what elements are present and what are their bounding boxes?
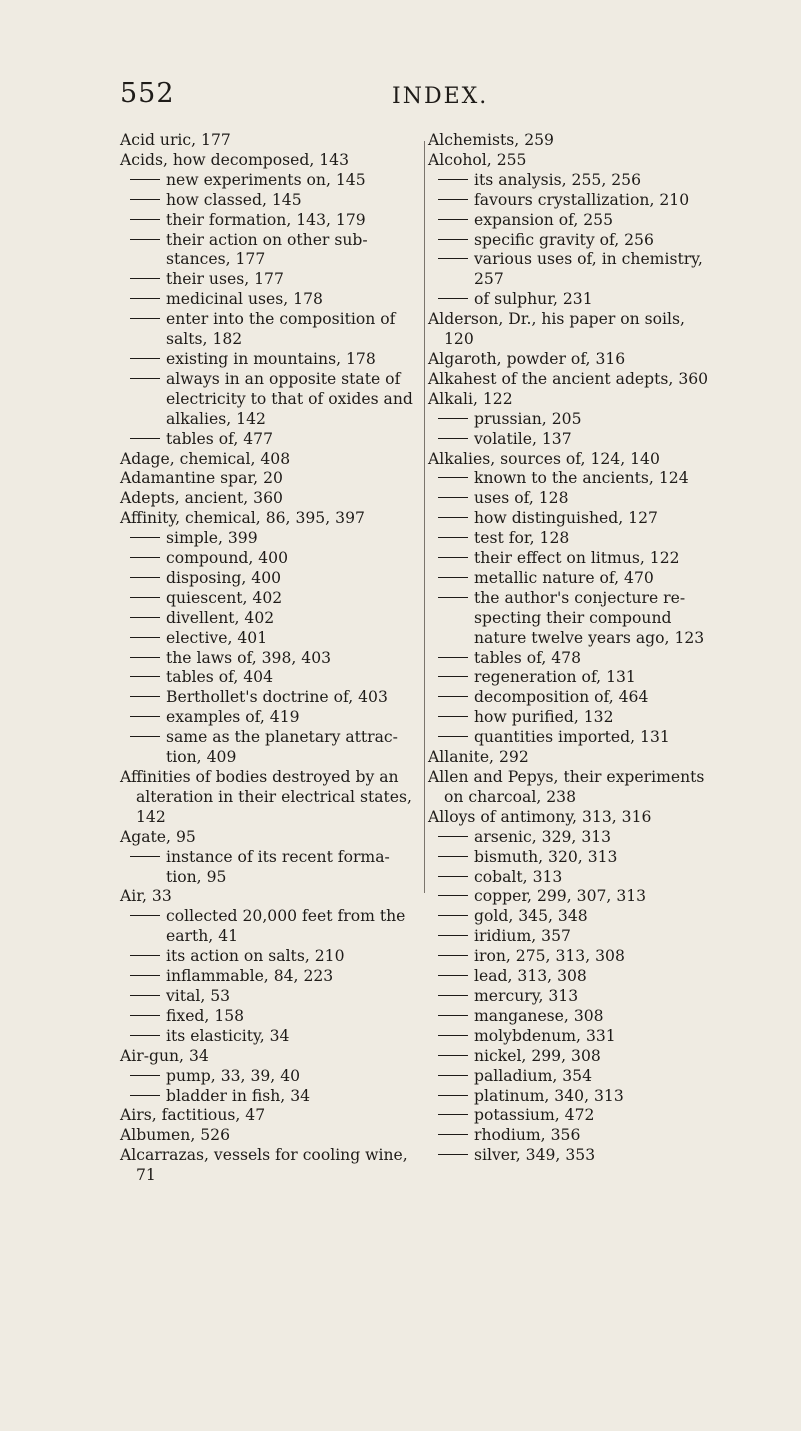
entry-text: their uses, 177: [166, 270, 284, 289]
index-subentry: [428, 728, 716, 748]
entry-text: Adamantine spar, 20: [120, 469, 283, 488]
entry-text: uses of, 128: [474, 489, 569, 508]
index-subentry: [428, 1146, 716, 1166]
index-entry: [428, 450, 716, 470]
ditto-dash: [130, 219, 160, 220]
index-subentry: [120, 907, 420, 947]
ditto-dash: [130, 318, 160, 319]
index-column-right: [428, 131, 716, 1166]
index-subentry: [120, 609, 420, 629]
entry-text: Alkalies, sources of, 124, 140: [428, 449, 660, 468]
ditto-dash: [130, 577, 160, 578]
entry-text: its action on salts, 210: [166, 947, 345, 966]
entry-text: the author's conjecture re- specting their compound nature twelve years ago, 123: [474, 588, 705, 647]
index-subentry: [428, 509, 716, 529]
ditto-dash: [438, 477, 468, 478]
index-subentry: [428, 1106, 716, 1126]
entry-text: Alcarrazas, vessels for cooling wine, 71: [120, 1146, 408, 1185]
index-subentry: [120, 688, 420, 708]
entry-text: instance of its recent forma- tion, 95: [166, 847, 390, 886]
index-subentry: [120, 171, 420, 191]
index-entry: [120, 509, 420, 529]
entry-text: enter into the composition of salts, 182: [166, 310, 396, 349]
ditto-dash: [438, 716, 468, 717]
ditto-dash: [438, 597, 468, 598]
entry-text: its elasticity, 34: [166, 1026, 290, 1045]
entry-text: tables of, 478: [474, 648, 582, 667]
entry-text: Alchemists, 259: [428, 131, 554, 149]
index-subentry: [428, 549, 716, 569]
ditto-dash: [130, 199, 160, 200]
entry-text: platinum, 340, 313: [474, 1086, 624, 1105]
index-entry: [428, 370, 716, 390]
ditto-dash: [130, 696, 160, 697]
entry-text: same as the planetary attrac- tion, 409: [166, 728, 398, 767]
ditto-dash: [438, 179, 468, 180]
ditto-dash: [438, 418, 468, 419]
entry-text: the laws of, 398, 403: [166, 648, 332, 667]
index-subentry: [120, 231, 420, 271]
entry-text: prussian, 205: [474, 409, 582, 428]
ditto-dash: [130, 955, 160, 956]
index-subentry: [428, 947, 716, 967]
index-entry: [120, 1126, 420, 1146]
index-subentry: [120, 947, 420, 967]
index-entry: [428, 808, 716, 828]
entry-text: fixed, 158: [166, 1006, 245, 1025]
entry-text: decomposition of, 464: [474, 688, 649, 707]
index-subentry: [120, 569, 420, 589]
entry-text: Allen and Pepys, their experiments on charcoal, 238: [428, 768, 705, 806]
entry-text: iron, 275, 313, 308: [474, 947, 625, 966]
index-subentry: [120, 350, 420, 370]
ditto-dash: [130, 1095, 160, 1096]
index-subentry: [120, 668, 420, 688]
ditto-dash: [130, 298, 160, 299]
ditto-dash: [130, 995, 160, 996]
entry-text: Affinities of bodies destroyed by an alteration in their electrical states, 142: [120, 768, 412, 826]
index-subentry: [428, 828, 716, 848]
entry-text: volatile, 137: [474, 429, 572, 448]
index-subentry: [120, 1087, 420, 1107]
entry-text: Alcohol, 255: [428, 150, 527, 169]
entry-text: elective, 401: [166, 628, 268, 647]
index-entry: [428, 768, 716, 808]
index-entry: [120, 1146, 420, 1186]
index-subentry: [428, 410, 716, 430]
page-number: 552: [120, 78, 175, 109]
entry-text: rhodium, 356: [474, 1126, 581, 1145]
index-column-left: [120, 131, 420, 1186]
ditto-dash: [130, 1035, 160, 1036]
ditto-dash: [438, 895, 468, 896]
entry-text: expansion of, 255: [474, 210, 614, 229]
index-subentry: [428, 907, 716, 927]
ditto-dash: [438, 517, 468, 518]
ditto-dash: [438, 975, 468, 976]
ditto-dash: [130, 239, 160, 240]
index-entry: [120, 1106, 420, 1126]
ditto-dash: [130, 617, 160, 618]
ditto-dash: [438, 199, 468, 200]
entry-text: nickel, 299, 308: [474, 1046, 601, 1065]
entry-text: Alderson, Dr., his paper on soils, 120: [428, 310, 685, 349]
index-subentry: [428, 1027, 716, 1047]
ditto-dash: [130, 637, 160, 638]
entry-text: how classed, 145: [166, 190, 302, 209]
ditto-dash: [438, 438, 468, 439]
entry-text: gold, 345, 348: [474, 907, 588, 926]
entry-text: medicinal uses, 178: [166, 290, 323, 309]
entry-text: mercury, 313: [474, 986, 579, 1005]
entry-text: Acid uric, 177: [120, 131, 231, 149]
index-entry: [120, 469, 420, 489]
entry-text: bismuth, 320, 313: [474, 847, 618, 866]
entry-text: Alkali, 122: [428, 389, 513, 408]
index-subentry: [120, 191, 420, 211]
ditto-dash: [130, 278, 160, 279]
ditto-dash: [130, 597, 160, 598]
entry-text: its analysis, 255, 256: [474, 170, 641, 189]
ditto-dash: [438, 676, 468, 677]
entry-text: always in an opposite state of electricity to that of oxides and alkalies, 142: [166, 369, 413, 428]
entry-text: known to the ancients, 124: [474, 469, 689, 488]
ditto-dash: [438, 955, 468, 956]
entry-text: new experiments on, 145: [166, 170, 366, 189]
index-subentry: [120, 370, 420, 430]
index-subentry: [120, 310, 420, 350]
ditto-dash: [130, 378, 160, 379]
index-subentry: [428, 569, 716, 589]
index-entry: [120, 489, 420, 509]
entry-text: existing in mountains, 178: [166, 349, 376, 368]
entry-text: Allanite, 292: [428, 748, 529, 767]
ditto-dash: [130, 537, 160, 538]
entry-text: bladder in fish, 34: [166, 1086, 311, 1105]
entry-text: molybdenum, 331: [474, 1026, 616, 1045]
entry-text: Affinity, chemical, 86, 395, 397: [120, 509, 365, 528]
index-subentry: [428, 1047, 716, 1067]
index-subentry: [120, 1067, 420, 1087]
index-subentry: [428, 688, 716, 708]
ditto-dash: [438, 696, 468, 697]
index-subentry: [428, 489, 716, 509]
entry-text: arsenic, 329, 313: [474, 827, 612, 846]
ditto-dash: [130, 1075, 160, 1076]
index-entry: [120, 151, 420, 171]
index-subentry: [120, 967, 420, 987]
ditto-dash: [438, 497, 468, 498]
index-subentry: [120, 529, 420, 549]
ditto-dash: [438, 1154, 468, 1155]
entry-text: Algaroth, powder of, 316: [428, 349, 626, 368]
index-entry: [120, 887, 420, 907]
entry-text: tables of, 404: [166, 668, 274, 687]
index-subentry: [120, 1027, 420, 1047]
entry-text: collected 20,000 feet from the earth, 41: [166, 907, 406, 946]
index-subentry: [120, 549, 420, 569]
index-entry: [428, 390, 716, 410]
entry-text: tables of, 477: [166, 429, 274, 448]
ditto-dash: [438, 537, 468, 538]
index-subentry: [428, 708, 716, 728]
index-subentry: [428, 1067, 716, 1087]
column-divider: [424, 141, 425, 893]
entry-text: vital, 53: [166, 986, 231, 1005]
entry-text: copper, 299, 307, 313: [474, 887, 647, 906]
entry-text: silver, 349, 353: [474, 1146, 596, 1165]
entry-text: their action on other sub- stances, 177: [166, 230, 368, 269]
entry-text: Alloys of antimony, 313, 316: [428, 807, 652, 826]
ditto-dash: [130, 676, 160, 677]
entry-text: quantities imported, 131: [474, 728, 670, 747]
ditto-dash: [438, 219, 468, 220]
ditto-dash: [438, 258, 468, 259]
index-subentry: [120, 728, 420, 768]
entry-text: metallic nature of, 470: [474, 568, 654, 587]
index-subentry: [428, 211, 716, 231]
entry-text: Air-gun, 34: [120, 1046, 209, 1065]
entry-text: potassium, 472: [474, 1106, 595, 1125]
entry-text: regeneration of, 131: [474, 668, 636, 687]
index-subentry: [428, 927, 716, 947]
ditto-dash: [438, 239, 468, 240]
ditto-dash: [438, 557, 468, 558]
index-subentry: [428, 290, 716, 310]
index-subentry: [428, 250, 716, 290]
index-entry: [428, 310, 716, 350]
index-subentry: [120, 430, 420, 450]
entry-text: Airs, factitious, 47: [120, 1106, 266, 1125]
index-entry: [120, 768, 420, 828]
ditto-dash: [438, 1015, 468, 1016]
index-subentry: [120, 649, 420, 669]
ditto-dash: [438, 935, 468, 936]
index-subentry: [120, 848, 420, 888]
index-entry: [120, 828, 420, 848]
entry-text: how purified, 132: [474, 708, 614, 727]
index-subentry: [428, 1126, 716, 1146]
entry-text: test for, 128: [474, 529, 570, 548]
index-entry: [120, 1047, 420, 1067]
index-entry: [120, 450, 420, 470]
entry-text: examples of, 419: [166, 708, 300, 727]
entry-text: pump, 33, 39, 40: [166, 1066, 301, 1085]
index-subentry: [120, 211, 420, 231]
ditto-dash: [130, 358, 160, 359]
entry-text: Albumen, 526: [120, 1126, 231, 1145]
entry-text: compound, 400: [166, 549, 289, 568]
page-header: [0, 78, 801, 118]
index-subentry: [120, 290, 420, 310]
ditto-dash: [130, 179, 160, 180]
entry-text: various uses of, in chemistry, 257: [474, 250, 703, 289]
entry-text: lead, 313, 308: [474, 967, 587, 986]
index-subentry: [428, 987, 716, 1007]
ditto-dash: [438, 736, 468, 737]
ditto-dash: [438, 1035, 468, 1036]
entry-text: Adage, chemical, 408: [120, 449, 291, 468]
ditto-dash: [130, 716, 160, 717]
entry-text: cobalt, 313: [474, 867, 563, 886]
ditto-dash: [130, 856, 160, 857]
index-subentry: [120, 629, 420, 649]
index-entry: [428, 748, 716, 768]
ditto-dash: [438, 995, 468, 996]
entry-text: how distinguished, 127: [474, 509, 658, 528]
index-subentry: [428, 1087, 716, 1107]
index-subentry: [428, 231, 716, 251]
ditto-dash: [438, 856, 468, 857]
entry-text: quiescent, 402: [166, 588, 283, 607]
ditto-dash: [438, 836, 468, 837]
index-subentry: [120, 987, 420, 1007]
ditto-dash: [438, 298, 468, 299]
entry-text: iridium, 357: [474, 927, 571, 946]
index-subentry: [428, 848, 716, 868]
entry-text: inflammable, 84, 223: [166, 967, 334, 986]
index-subentry: [120, 589, 420, 609]
entry-text: Air, 33: [120, 887, 172, 906]
entry-text: their effect on litmus, 122: [474, 549, 680, 568]
index-subentry: [428, 430, 716, 450]
index-subentry: [428, 967, 716, 987]
index-subentry: [120, 708, 420, 728]
index-subentry: [120, 270, 420, 290]
entry-text: Agate, 95: [120, 827, 196, 846]
entry-text: simple, 399: [166, 529, 258, 548]
ditto-dash: [438, 657, 468, 658]
index-subentry: [120, 1007, 420, 1027]
entry-text: manganese, 308: [474, 1006, 604, 1025]
ditto-dash: [130, 975, 160, 976]
index-subentry: [428, 887, 716, 907]
ditto-dash: [438, 577, 468, 578]
ditto-dash: [130, 438, 160, 439]
ditto-dash: [130, 736, 160, 737]
entry-text: divellent, 402: [166, 608, 275, 627]
entry-text: their formation, 143, 179: [166, 210, 366, 229]
index-entry: [120, 131, 420, 151]
index-entry: [428, 151, 716, 171]
entry-text: favours crystallization, 210: [474, 190, 690, 209]
ditto-dash: [130, 915, 160, 916]
ditto-dash: [130, 1015, 160, 1016]
index-subentry: [428, 589, 716, 649]
index-subentry: [428, 868, 716, 888]
running-title: INDEX.: [392, 84, 489, 109]
index-subentry: [428, 529, 716, 549]
index-subentry: [428, 191, 716, 211]
index-entry: [428, 350, 716, 370]
entry-text: of sulphur, 231: [474, 290, 593, 309]
entry-text: specific gravity of, 256: [474, 230, 654, 249]
ditto-dash: [130, 557, 160, 558]
entry-text: Berthollet's doctrine of, 403: [166, 688, 388, 707]
entry-text: Alkahest of the ancient adepts, 360: [428, 369, 709, 388]
index-subentry: [428, 1007, 716, 1027]
ditto-dash: [438, 915, 468, 916]
index-subentry: [428, 469, 716, 489]
ditto-dash: [438, 876, 468, 877]
entry-text: Acids, how decomposed, 143: [120, 150, 349, 169]
entry-text: palladium, 354: [474, 1066, 593, 1085]
index-entry: [428, 131, 716, 151]
entry-text: disposing, 400: [166, 568, 282, 587]
ditto-dash: [438, 1055, 468, 1056]
ditto-dash: [130, 657, 160, 658]
index-subentry: [428, 649, 716, 669]
ditto-dash: [438, 1114, 468, 1115]
ditto-dash: [438, 1075, 468, 1076]
ditto-dash: [438, 1134, 468, 1135]
ditto-dash: [438, 1095, 468, 1096]
index-subentry: [428, 668, 716, 688]
entry-text: Adepts, ancient, 360: [120, 489, 283, 508]
index-subentry: [428, 171, 716, 191]
